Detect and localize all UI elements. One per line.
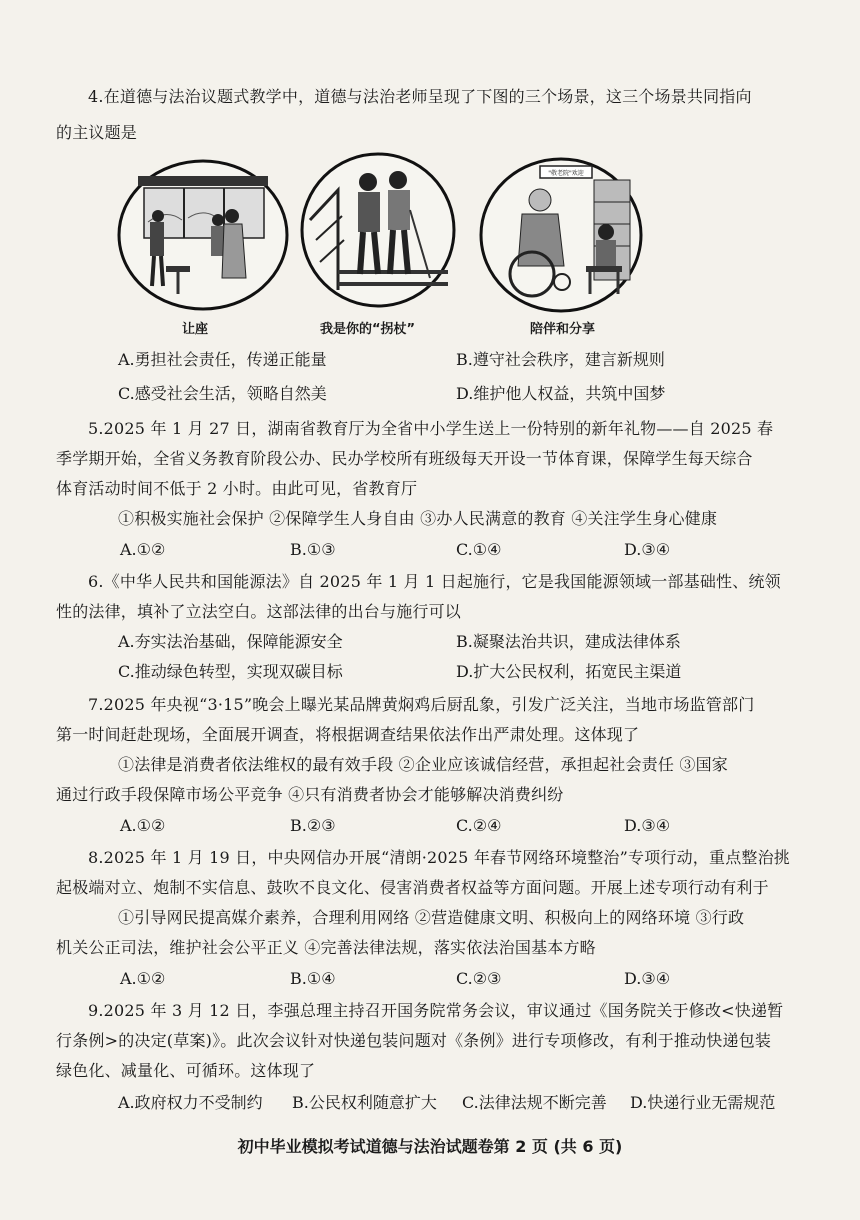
q9-option-c[interactable]: C.法律法规不断完善	[462, 1093, 607, 1112]
q5-stem-line2: 季学期开始，全省义务教育阶段公办、民办学校所有班级每天开设一节体育课，保障学生每天综合	[56, 449, 753, 468]
q4-stem-line1: 4.在道德与法治议题式教学中，道德与法治老师呈现了下图的三个场景，这三个场景共同指向	[88, 87, 752, 106]
q7-stem-line2: 第一时间赶赴现场，全面展开调查，将根据调查结果依法作出严肃处理。这体现了	[56, 725, 640, 744]
q9-stem-line2: 行条例>的决定(草案)》。此次会议针对快递包装问题对《条例》进行专项修改，有利于推动快递包装	[56, 1031, 772, 1050]
scene-caption-seat: 让座	[182, 322, 209, 337]
q8-stem-line1: 8.2025 年 1 月 19 日，中央网信办开展“清朗·2025 年春节网络环境整治”专项行动，重点整治挑	[88, 848, 791, 867]
q5-option-b[interactable]: B.①③	[290, 540, 336, 559]
q8-statements-line2: 机关公正司法，维护社会公平正义 ④完善法律法规，落实依法治国基本方略	[56, 938, 596, 957]
q8-statements-line1: ①引导网民提高媒介素养，合理利用网络 ②营造健康文明、积极向上的网络环境 ③行政	[118, 908, 745, 927]
q7-statements-line2: 通过行政手段保障市场公平竞争 ④只有消费者协会才能够解决消费纠纷	[56, 785, 564, 804]
q4-option-b[interactable]: B.遵守社会秩序，建言新规则	[456, 350, 665, 369]
q8-option-d[interactable]: D.③④	[624, 969, 671, 988]
q8-stem-line2: 起极端对立、炮制不实信息、鼓吹不良文化、侵害消费者权益等方面问题。开展上述专项行动有利于	[56, 878, 769, 897]
q5-option-a[interactable]: A.①②	[120, 540, 166, 559]
q5-option-c[interactable]: C.①④	[456, 540, 502, 559]
q6-option-d[interactable]: D.扩大公民权利，拓宽民主渠道	[456, 662, 682, 681]
scene-caption-crutch: 我是你的“拐杖”	[320, 322, 416, 337]
q7-statements-line1: ①法律是消费者依法维权的最有效手段 ②企业应该诚信经营，承担起社会责任 ③国家	[118, 755, 728, 774]
scene-seat-image	[116, 158, 290, 312]
q6-option-a[interactable]: A.夯实法治基础，保障能源安全	[118, 632, 343, 651]
q8-option-c[interactable]: C.②③	[456, 969, 502, 988]
q9-option-b[interactable]: B.公民权利随意扩大	[292, 1093, 437, 1112]
q6-stem-line2: 性的法律，填补了立法空白。这部法律的出台与施行可以	[56, 602, 462, 621]
q9-stem-line3: 绿色化、减量化、可循环。这体现了	[56, 1061, 316, 1080]
q9-stem-line1: 9.2025 年 3 月 12 日，李强总理主持召开国务院常务会议，审议通过《国务院关于修改<快递暂	[88, 1001, 784, 1020]
q9-option-d[interactable]: D.快递行业无需规范	[630, 1093, 776, 1112]
q9-option-a[interactable]: A.政府权力不受制约	[118, 1093, 263, 1112]
q6-option-c[interactable]: C.推动绿色转型，实现双碳目标	[118, 662, 343, 681]
scene-caption-companion: 陪伴和分享	[530, 322, 596, 337]
scene-crutch-image	[298, 150, 458, 310]
q7-option-a[interactable]: A.①②	[120, 816, 166, 835]
q7-option-d[interactable]: D.③④	[624, 816, 671, 835]
nursing-home-sign: "敬老院"欢迎	[548, 170, 584, 177]
scene-companion-image	[478, 156, 644, 314]
q5-stem-line1: 5.2025 年 1 月 27 日，湖南省教育厅为全省中小学生送上一份特别的新年礼物——自 2025 春	[88, 419, 774, 438]
q8-option-b[interactable]: B.①④	[290, 969, 336, 988]
q4-option-d[interactable]: D.维护他人权益，共筑中国梦	[456, 384, 666, 403]
q5-stem-line3: 体育活动时间不低于 2 小时。由此可见，省教育厅	[56, 479, 418, 498]
q5-statements: ①积极实施社会保护 ②保障学生人身自由 ③办人民满意的教育 ④关注学生身心健康	[118, 509, 718, 528]
q7-option-b[interactable]: B.②③	[290, 816, 336, 835]
q4-option-a[interactable]: A.勇担社会责任，传递正能量	[118, 350, 327, 369]
page-footer: 初中毕业模拟考试道德与法治试题卷第 2 页 (共 6 页)	[237, 1137, 623, 1156]
q4-stem-line2: 的主议题是	[56, 123, 138, 142]
q6-option-b[interactable]: B.凝聚法治共识，建成法律体系	[456, 632, 681, 651]
q6-stem-line1: 6.《中华人民共和国能源法》自 2025 年 1 月 1 日起施行，它是我国能源领域一部基础性、统领	[88, 572, 781, 591]
q7-stem-line1: 7.2025 年央视“3·15”晚会上曝光某品牌黄焖鸡后厨乱象，引发广泛关注，当地市场监管部门	[88, 695, 755, 714]
q5-option-d[interactable]: D.③④	[624, 540, 671, 559]
q7-option-c[interactable]: C.②④	[456, 816, 502, 835]
q8-option-a[interactable]: A.①②	[120, 969, 166, 988]
q4-option-c[interactable]: C.感受社会生活，领略自然美	[118, 384, 327, 403]
